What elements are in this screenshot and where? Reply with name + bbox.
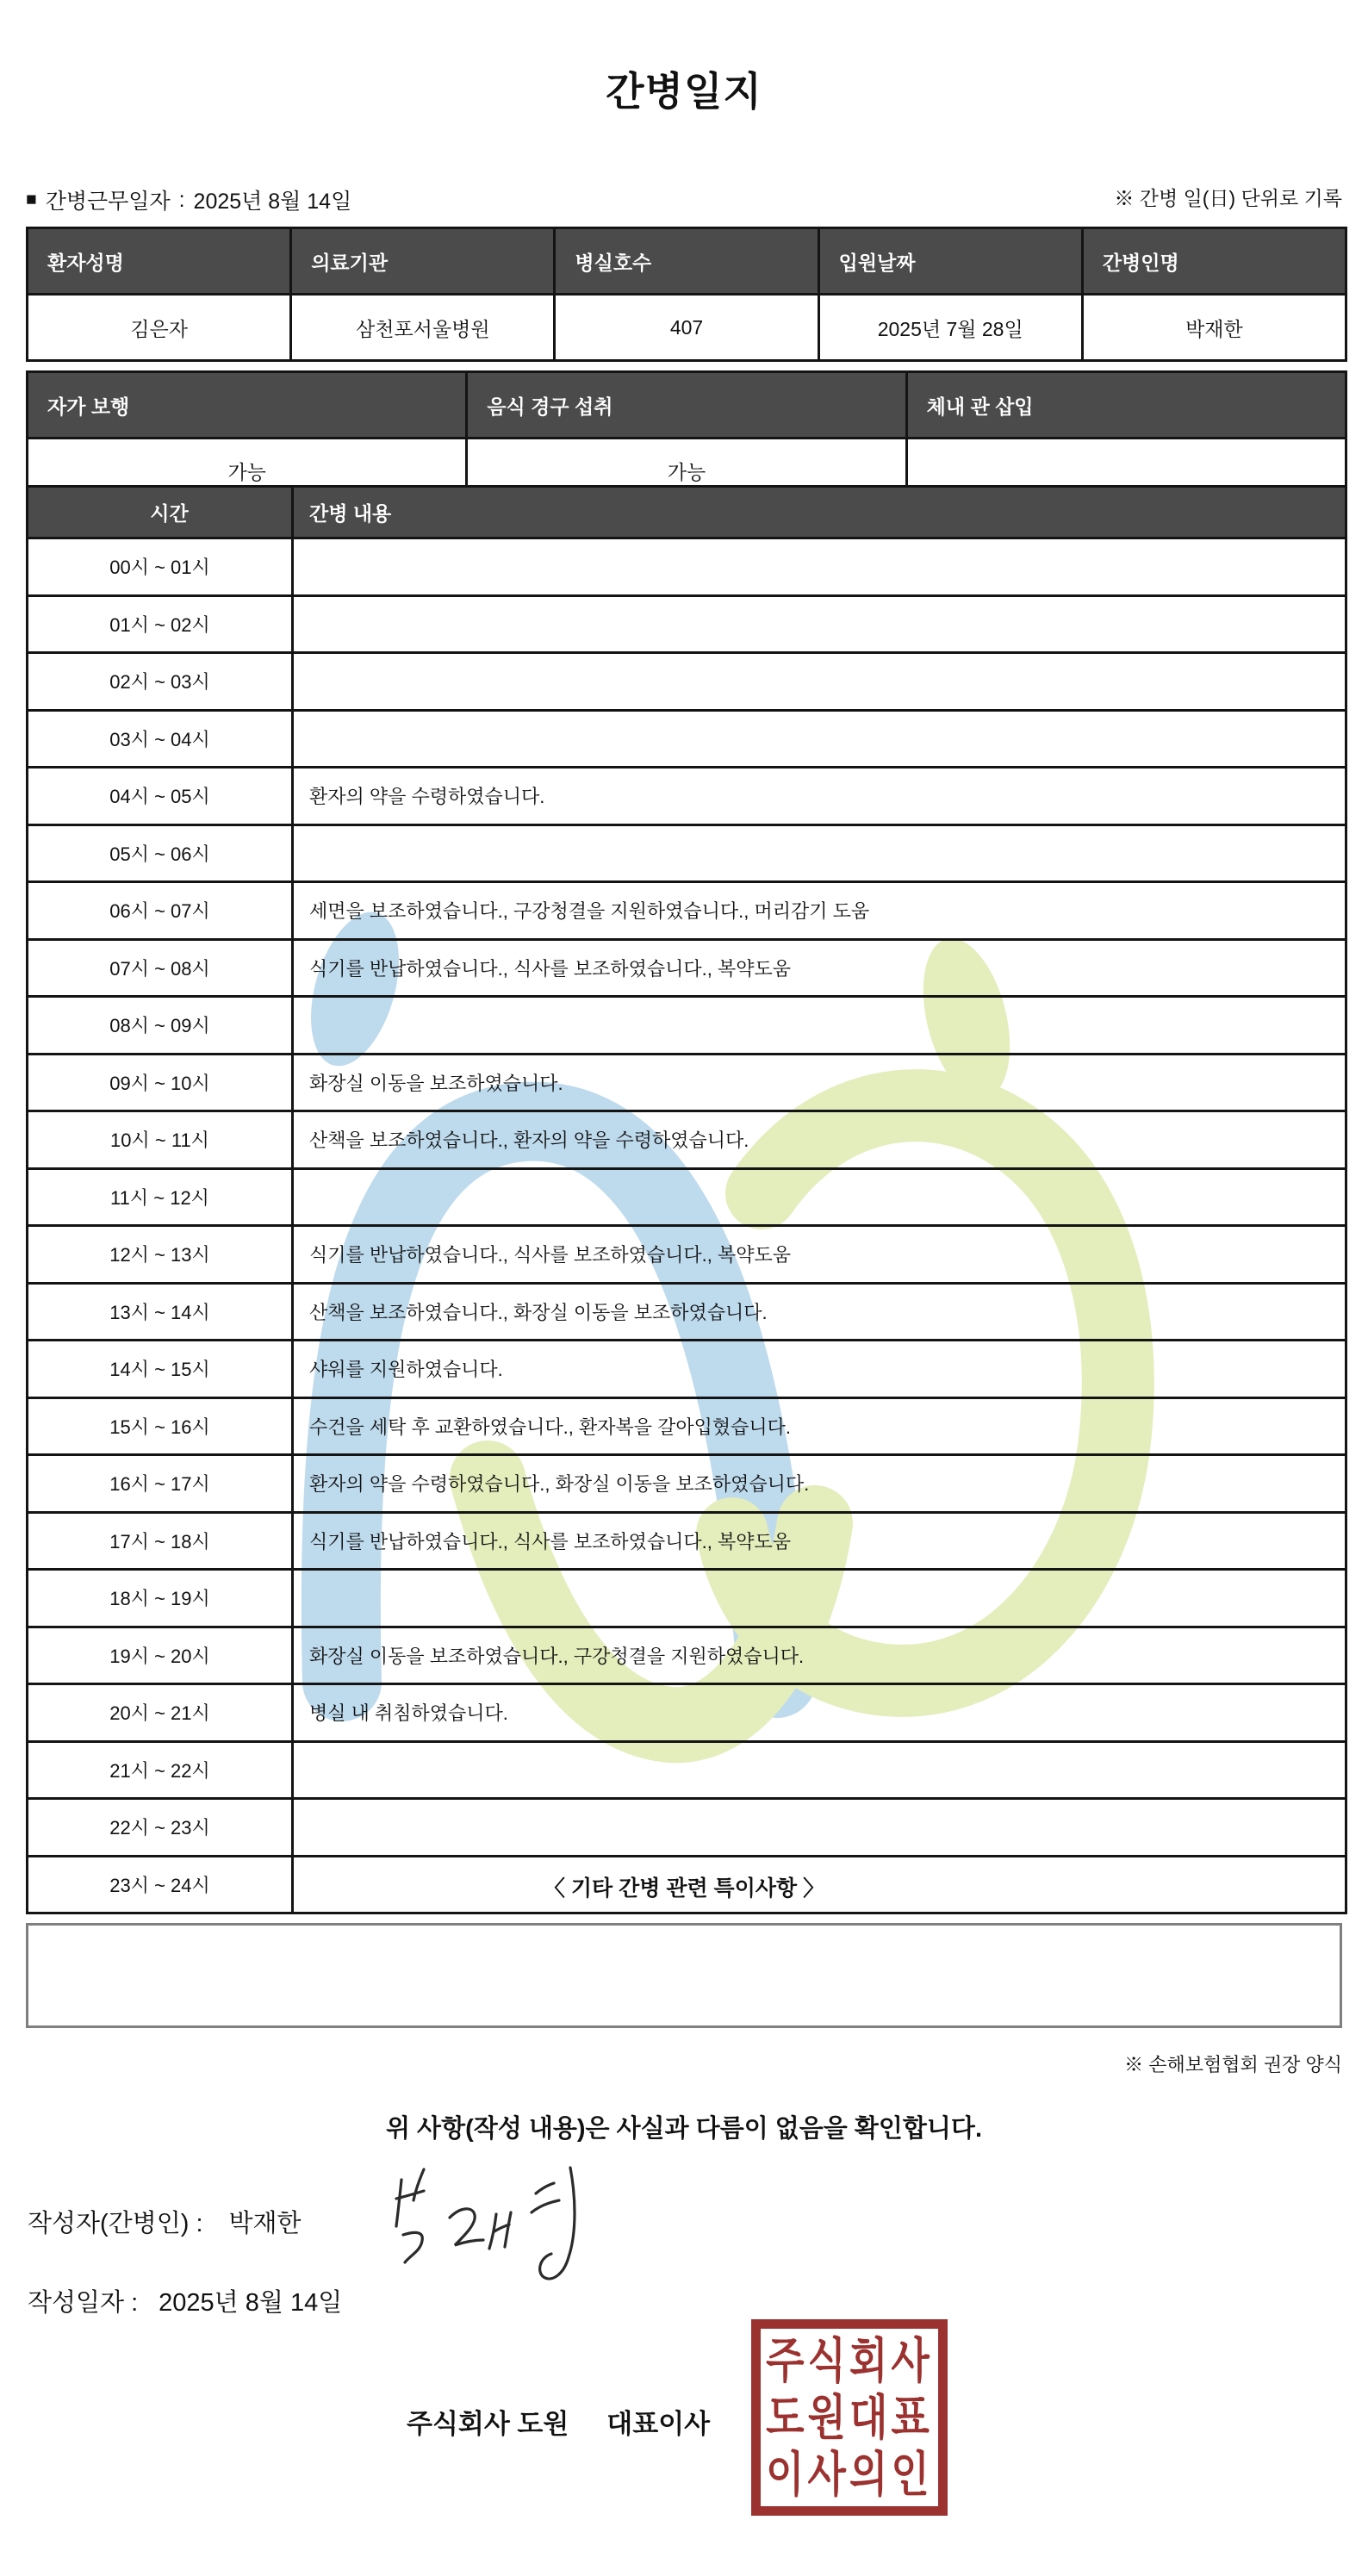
- time-cell: 19시 ~ 20시: [28, 1628, 294, 1683]
- care-content-cell: 식기를 반납하였습니다., 식사를 보조하였습니다., 복약도움: [309, 957, 791, 980]
- care-content-cell: [294, 1800, 1345, 1855]
- written-date-line: [28, 2283, 342, 2318]
- caregiver-signature: [379, 2156, 586, 2298]
- recommended-form-note: ※ 손해보험협회 권장 양식: [1124, 2054, 1342, 2075]
- value-self-walking: 가능: [28, 439, 468, 501]
- time-cell: 00시 ~ 01시: [28, 539, 294, 594]
- care-content-cell: [294, 654, 1345, 709]
- care-log-row: [28, 1628, 1345, 1686]
- care-log-row: [28, 768, 1345, 826]
- time-cell: 02시 ~ 03시: [28, 654, 294, 709]
- care-content-cell: [294, 1170, 1345, 1225]
- value-admission-date: 2025년 7월 28일: [820, 296, 1084, 359]
- header-internal-tube: 체내 관 삽입: [908, 373, 1345, 437]
- time-cell: 23시 ~ 24시: [28, 1857, 294, 1913]
- care-log-header-row: [28, 488, 1345, 539]
- care-content-cell: 병실 내 취침하였습니다.: [309, 1702, 508, 1725]
- time-cell: 22시 ~ 23시: [28, 1800, 294, 1855]
- notes-heading: 〈 기타 간병 관련 특이사항 〉: [543, 1876, 825, 1901]
- value-patient-name: 김은자: [28, 296, 292, 359]
- care-log-row: [28, 1743, 1345, 1801]
- care-content-cell: 수건을 세탁 후 교환하였습니다., 환자복을 갈아입혔습니다.: [309, 1416, 791, 1438]
- care-log-row: [28, 1399, 1345, 1457]
- header-oral-intake: 음식 경구 섭취: [468, 373, 907, 437]
- company-name: 주식회사 도원: [407, 2409, 569, 2439]
- care-log-row: [28, 712, 1345, 769]
- care-content-cell: 식기를 반납하였습니다., 식사를 보조하였습니다., 복약도움: [309, 1244, 791, 1266]
- header-patient-name: 환자성명: [28, 229, 292, 293]
- page-title: 간병일지: [606, 69, 762, 114]
- time-cell: 18시 ~ 19시: [28, 1571, 294, 1626]
- header-caregiver-name: 간병인명: [1084, 229, 1345, 293]
- company-role: 대표이사: [606, 2409, 711, 2439]
- time-cell: 13시 ~ 14시: [28, 1285, 294, 1340]
- care-log-row: [28, 941, 1345, 999]
- care-content-cell: [294, 597, 1345, 652]
- header-admission-date: 입원날짜: [820, 229, 1084, 293]
- header-time: 시간: [28, 488, 294, 537]
- header-care-content: 간병 내용: [294, 488, 1345, 537]
- patient-table-header-row: [28, 229, 1345, 296]
- care-content-cell: 식기를 반납하였습니다., 식사를 보조하였습니다., 복약도움: [309, 1530, 791, 1552]
- work-date-line: [26, 184, 351, 215]
- notes-box: [26, 1923, 1342, 2028]
- time-cell: 20시 ~ 21시: [28, 1685, 294, 1740]
- care-content-cell: [294, 998, 1345, 1053]
- care-log-row: [28, 654, 1345, 712]
- time-cell: 09시 ~ 10시: [28, 1055, 294, 1111]
- care-log-row: [28, 1571, 1345, 1628]
- value-caregiver-name: 박재한: [1185, 317, 1243, 340]
- time-cell: 10시 ~ 11시: [28, 1112, 294, 1167]
- care-log-body: [28, 539, 1345, 1912]
- value-oral-intake: 가능: [468, 439, 907, 501]
- header-self-walking: 자가 보행: [28, 373, 468, 437]
- care-log-row: [28, 1456, 1345, 1514]
- care-content-cell: 환자의 약을 수령하였습니다., 화장실 이동을 보조하였습니다.: [309, 1473, 810, 1496]
- care-log-row: [28, 1341, 1345, 1399]
- time-cell: 07시 ~ 08시: [28, 941, 294, 996]
- seal-line-2: 도원대표: [766, 2390, 933, 2445]
- bullet-square-icon: ■: [26, 190, 37, 209]
- writer-name: 박재한: [228, 2210, 302, 2237]
- care-log-row: [28, 1227, 1345, 1285]
- care-content-cell: 세면을 보조하였습니다., 구강청결을 지원하였습니다., 머리감기 도움: [309, 900, 870, 923]
- care-content-cell: 화장실 이동을 보조하였습니다.: [309, 1072, 563, 1094]
- care-content-cell: 화장실 이동을 보조하였습니다., 구강청결을 지원하였습니다.: [309, 1645, 805, 1667]
- care-log-row: [28, 539, 1345, 597]
- care-log-row: [28, 1112, 1345, 1170]
- care-log-row: [28, 1055, 1345, 1113]
- care-content-cell: 환자의 약을 수령하였습니다.: [309, 786, 545, 808]
- writer-label: 작성자(간병인) :: [28, 2210, 203, 2237]
- confirmation-statement: 위 사항(작성 내용)은 사실과 다름이 없음을 확인합니다.: [385, 2115, 983, 2143]
- patient-table-value-row: [28, 296, 1345, 359]
- time-cell: 11시 ~ 12시: [28, 1170, 294, 1225]
- header-medical-institution: 의료기관: [292, 229, 556, 293]
- time-cell: 04시 ~ 05시: [28, 768, 294, 824]
- writer-line: [28, 2204, 302, 2239]
- value-medical-institution: 삼천포서울병원: [292, 296, 556, 359]
- care-content-cell: [294, 1571, 1345, 1626]
- care-log-row: [28, 1685, 1345, 1743]
- care-log-row: [28, 998, 1345, 1055]
- meta-line: [26, 183, 1342, 215]
- status-table-header-row: [28, 373, 1345, 439]
- care-log-row: [28, 1800, 1345, 1857]
- work-date-colon: :: [178, 187, 185, 212]
- header-room-number: 병실호수: [556, 229, 819, 293]
- care-log-row: [28, 597, 1345, 655]
- time-cell: 08시 ~ 09시: [28, 998, 294, 1053]
- time-cell: 01시 ~ 02시: [28, 597, 294, 652]
- patient-info-table: [26, 227, 1347, 362]
- seal-line-3: 이사의인: [766, 2447, 933, 2502]
- written-date-value: 2025년 8월 14일: [159, 2289, 343, 2317]
- care-content-cell: [294, 826, 1345, 881]
- care-log-table: [26, 485, 1347, 1914]
- care-content-cell: 산책을 보조하였습니다., 환자의 약을 수령하였습니다.: [309, 1129, 749, 1152]
- care-content-cell: 샤워를 지원하였습니다.: [309, 1359, 503, 1381]
- time-cell: 21시 ~ 22시: [28, 1743, 294, 1798]
- care-log-row: [28, 1170, 1345, 1228]
- time-cell: 17시 ~ 18시: [28, 1514, 294, 1569]
- value-room-number: 407: [556, 296, 819, 359]
- care-content-cell: [294, 1743, 1345, 1798]
- time-cell: 14시 ~ 15시: [28, 1341, 294, 1397]
- work-date-label: 간병근무일자: [45, 190, 171, 214]
- care-content-cell: 산책을 보조하였습니다., 화장실 이동을 보조하였습니다.: [309, 1301, 768, 1323]
- care-content-cell: [294, 712, 1345, 767]
- care-content-cell: [294, 539, 1345, 594]
- seal-line-1: 주식회사: [766, 2333, 933, 2388]
- company-line: [407, 2402, 710, 2441]
- unit-note: ※ 간병 일(日) 단위로 기록: [1114, 187, 1342, 209]
- care-log-row: [28, 826, 1345, 884]
- work-date-value: 2025년 8월 14일: [193, 190, 352, 214]
- written-date-label: 작성일자 :: [28, 2289, 139, 2317]
- patient-status-table: [26, 370, 1347, 504]
- care-log-row: [28, 1514, 1345, 1571]
- time-cell: 12시 ~ 13시: [28, 1227, 294, 1282]
- time-cell: 15시 ~ 16시: [28, 1399, 294, 1454]
- care-log-row: [28, 1285, 1345, 1342]
- time-cell: 03시 ~ 04시: [28, 712, 294, 767]
- corporate-seal-stamp: [751, 2319, 948, 2516]
- time-cell: 05시 ~ 06시: [28, 826, 294, 881]
- time-cell: 16시 ~ 17시: [28, 1456, 294, 1511]
- care-log-row: [28, 883, 1345, 941]
- time-cell: 06시 ~ 07시: [28, 883, 294, 938]
